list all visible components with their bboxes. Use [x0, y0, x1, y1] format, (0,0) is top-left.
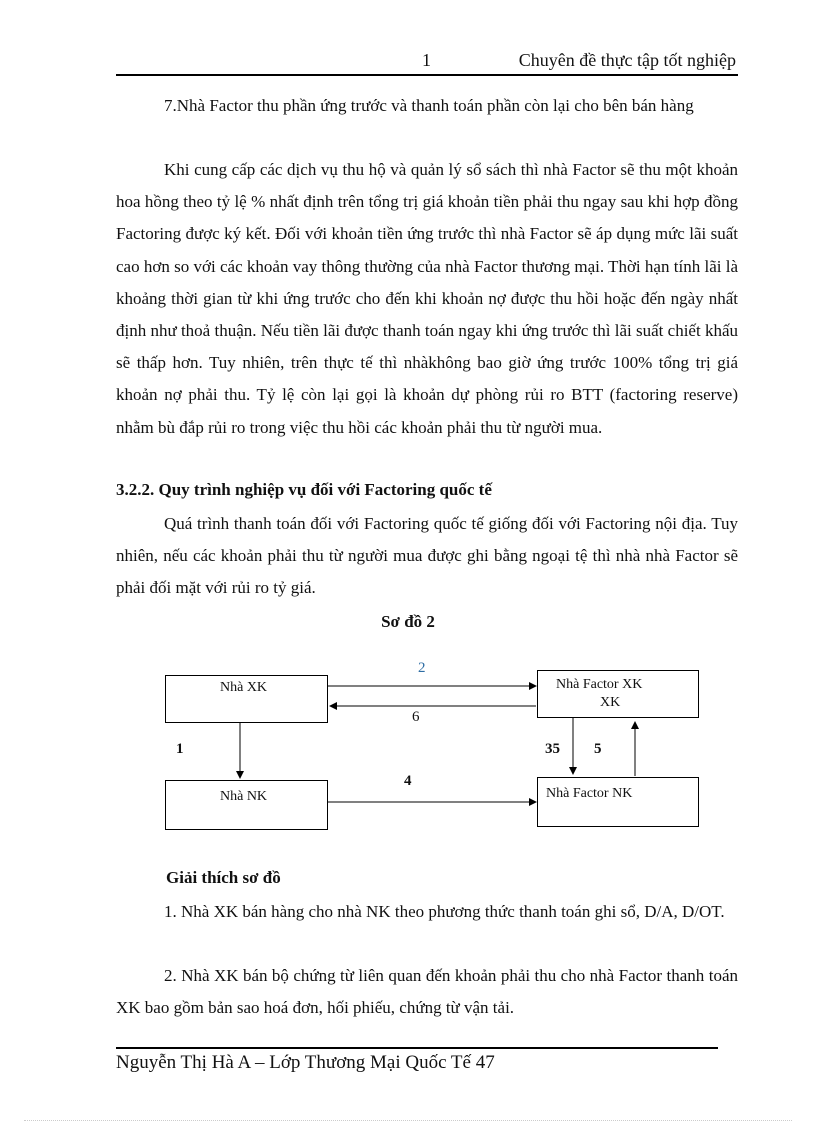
- footer-rule: [116, 1047, 718, 1049]
- paragraph-commission: Khi cung cấp các dịch vụ thu hộ và quản lý sổ sách thì nhà Factor sẽ thu một khoản hoa hồng theo tỷ lệ % nhất định trên tổng trị giá khoản tiền phải thu ngay sau khi hợp đồng Factoring được ký kết. Đối với khoản tiền ứng trước thì nhà Factor sẽ áp dụng mức lãi suất cao hơn so với các khoản vay thông thường của nhà Factor thương mại. Thời hạn tính lãi là khoảng thời gian từ khi ứng trước cho đến khi khoản nợ được thu hồi hoặc đến ngày nhất định như thoả thuận. Nếu tiền lãi được thanh toán ngay khi ứng trước thì lãi suất chiết khấu sẽ thấp hơn. Tuy nhiên, trên thực tế thì nhàkhông bao giờ ứng trước 100% tổng trị giá khoản nợ phải thu. Tỷ lệ còn lại gọi là khoản dự phòng rủi ro BTT (factoring reserve) nhằm bù đắp rủi ro trong việc thu hồi các khoản phải thu từ người mua.: [116, 160, 738, 437]
- explanation-item-2: 2. Nhà XK bán bộ chứng từ liên quan đến khoản phải thu cho nhà Factor thanh toán XK bao gồm bản sao hoá đơn, hối phiếu, chứng từ vận tải.: [116, 966, 738, 1018]
- box-factor-xk: [537, 670, 699, 718]
- paragraph-step-7: 7.Nhà Factor thu phần ứng trước và thanh toán phần còn lại cho bên bán hàng: [164, 96, 694, 115]
- paragraph-international: Quá trình thanh toán đối với Factoring quốc tế giống đối với Factoring nội địa. Tuy nhiên, nếu các khoản phải thu từ người mua được ghi bằng ngoại tệ thì nhà nhà Factor sẽ phải đối mặt với rủi ro tỷ giá.: [116, 514, 738, 598]
- page-footer: Nguyễn Thị Hà A – Lớp Thương Mại Quốc Tế 47: [116, 1052, 495, 1073]
- label-4: 4: [404, 773, 412, 789]
- explanation-title: Giải thích sơ đồ: [166, 868, 281, 887]
- label-35: 35: [545, 741, 560, 757]
- page-edge: [24, 1120, 792, 1121]
- label-5: 5: [594, 741, 602, 757]
- label-2: 2: [418, 660, 426, 676]
- box-factor-nk-label: Nhà Factor NK: [546, 786, 633, 801]
- header-title: Chuyên đề thực tập tốt nghiệp: [518, 50, 736, 70]
- page-number: 1: [422, 50, 431, 70]
- box-factor-nk: [537, 777, 699, 827]
- box-nha-xk: [165, 675, 328, 723]
- box-nha-nk: [165, 780, 328, 830]
- explanation-item-1: 1. Nhà XK bán hàng cho nhà NK theo phương thức thanh toán ghi sổ, D/A, D/OT.: [164, 902, 725, 921]
- box-factor-xk-label-2: XK: [600, 695, 621, 710]
- box-nha-xk-label: Nhà XK: [220, 680, 268, 695]
- label-6: 6: [412, 709, 420, 725]
- diagram-title: Sơ đồ 2: [381, 612, 435, 631]
- box-factor-xk-label-1: Nhà Factor XK: [556, 677, 643, 692]
- box-nha-nk-label: Nhà NK: [220, 789, 268, 804]
- label-1: 1: [176, 741, 184, 757]
- section-heading: 3.2.2. Quy trình nghiệp vụ đối với Factoring quốc tế: [116, 480, 492, 499]
